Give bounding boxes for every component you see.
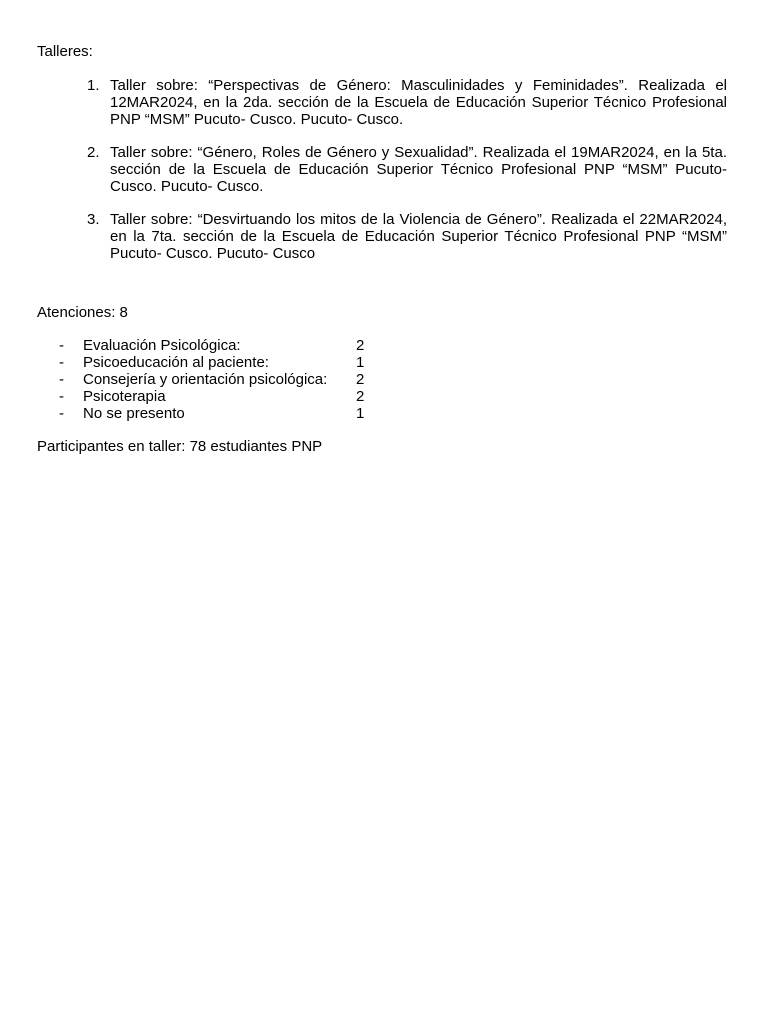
atencion-label: Consejería y orientación psicológica: — [83, 371, 328, 388]
document-page — [37, 43, 727, 455]
list-item — [37, 371, 727, 388]
atencion-count: 1 — [356, 354, 365, 371]
atencion-count: 2 — [356, 337, 365, 354]
workshop-text: Taller sobre: “Género, Roles de Género y Sexualidad”. Realizada el 19MAR2024, en la 5ta. sección de la Escuela de Educación Superior Técnico Profesional PNP “MSM” Pucuto- Cusco. Pucuto- Cusco. — [110, 144, 727, 195]
workshop-item — [37, 211, 727, 262]
workshop-number: 1. — [87, 77, 100, 94]
participants-text: Participantes en taller: 78 estudiantes PNP — [37, 438, 323, 455]
workshop-text: Taller sobre: “Desvirtuando los mitos de la Violencia de Género”. Realizada el 22MAR2024, en la 7ta. sección de la Escuela de Educación Superior Técnico Profesional PNP “MSM” Pucuto- Cusco. Pucuto- Cusco — [110, 211, 727, 262]
workshop-list — [37, 77, 727, 262]
list-item — [37, 405, 727, 422]
list-dash: - — [59, 354, 64, 371]
atenciones-heading: Atenciones: 8 — [37, 304, 128, 321]
atencion-label: Psicoterapia — [83, 388, 166, 405]
list-dash: - — [59, 405, 64, 422]
list-item — [37, 337, 727, 354]
list-dash: - — [59, 388, 64, 405]
atencion-label: No se presento — [83, 405, 185, 422]
atencion-count: 2 — [356, 371, 365, 388]
workshop-text: Taller sobre: “Perspectivas de Género: Masculinidades y Feminidades”. Realizada el 12MAR2024, en la 2da. sección de la Escuela de Educación Superior Técnico Profesional PNP “MSM” Pucuto- Cusco. Pucuto- Cusco. — [110, 77, 727, 128]
list-item — [37, 354, 727, 371]
talleres-heading: Talleres: — [37, 43, 93, 60]
atenciones-list — [37, 337, 727, 422]
list-dash: - — [59, 337, 64, 354]
list-item — [37, 388, 727, 405]
atencion-label: Evaluación Psicológica: — [83, 337, 241, 354]
workshop-number: 3. — [87, 211, 100, 228]
workshop-number: 2. — [87, 144, 100, 161]
atencion-count: 1 — [356, 405, 365, 422]
atencion-count: 2 — [356, 388, 365, 405]
workshop-item — [37, 144, 727, 195]
atencion-label: Psicoeducación al paciente: — [83, 354, 269, 371]
list-dash: - — [59, 371, 64, 388]
workshop-item — [37, 77, 727, 128]
